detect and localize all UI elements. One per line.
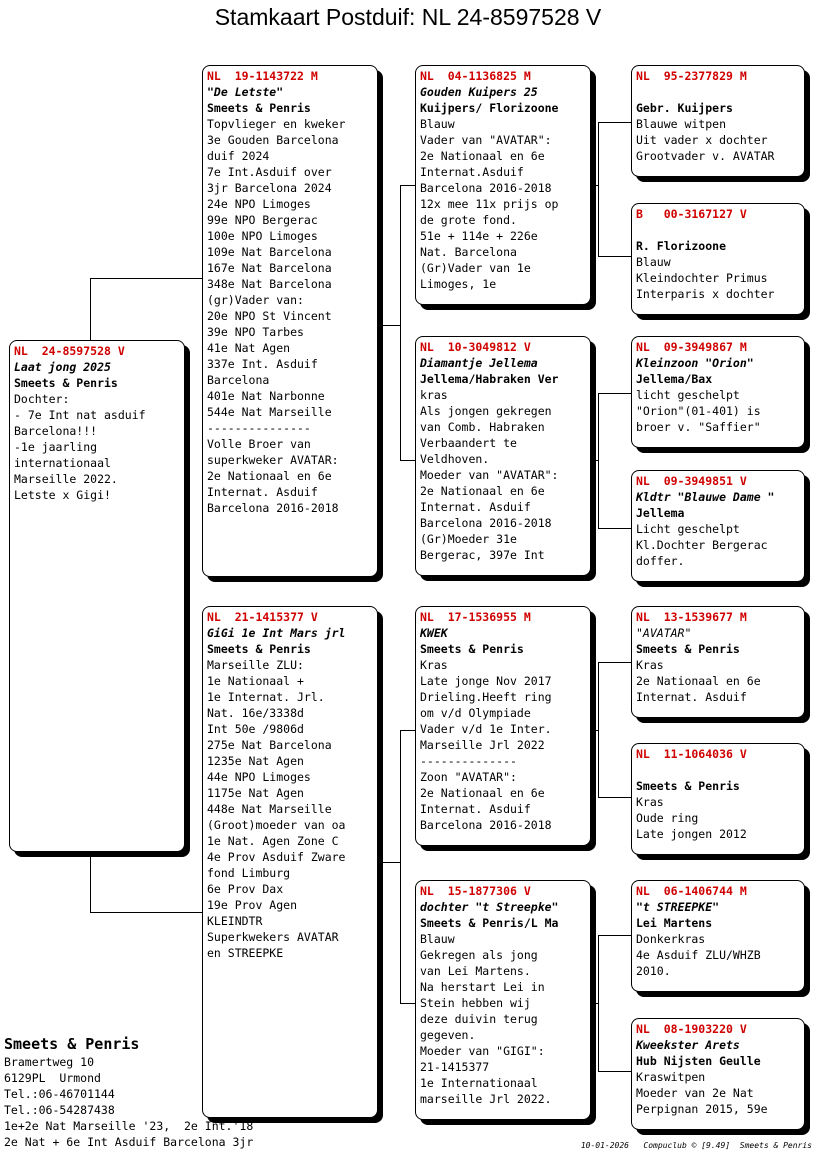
- pigeon-name: Laat jong 2025: [14, 360, 111, 374]
- pigeon-notes: licht geschelpt "Orion"(01-401) is broer v. "Saffier": [636, 388, 761, 434]
- pigeon-name: Diamantje Jellema: [420, 356, 538, 370]
- pigeon-name: GiGi 1e Int Mars jrl: [207, 626, 346, 640]
- connector-line: [598, 528, 633, 529]
- ring-number: NL 19-1143722 M: [207, 69, 318, 83]
- owner: Gebr. Kuijpers: [636, 101, 733, 115]
- breeder-phone: Tel.:06-54287438: [4, 1103, 115, 1117]
- ring-number: NL 17-1536955 M: [420, 610, 531, 624]
- pigeon-name: "AVATAR": [636, 626, 692, 640]
- pigeon-notes: Kraswitpen Moeder van 2e Nat Perpignan 2015, 59e: [636, 1070, 768, 1116]
- great-grandparent-card[interactable]: [631, 65, 805, 177]
- owner: Jellema/Habraken Ver: [420, 372, 559, 386]
- grandmother-maternal-card[interactable]: [415, 880, 591, 1120]
- pigeon-name: [636, 84, 800, 100]
- ring-number: NL 08-1903220 V: [636, 1022, 747, 1036]
- pigeon-name: Kleinzoon "Orion": [636, 356, 754, 370]
- ring-number: NL 95-2377829 M: [636, 69, 747, 83]
- pigeon-notes: kras Als jongen gekregen van Comb. Habraken Verbaandert te Veldhoven. Moeder van "AVATAR": 2e Nationaal en 6e Internat. Asduif Barcelona 2016-2018 (Gr)Moeder 31e Bergerac, 397e Int: [420, 388, 559, 562]
- owner: Smeets & Penris: [207, 101, 311, 115]
- pigeon-notes: Blauwe witpen Uit vader x dochter Grootvader v. AVATAR: [636, 117, 775, 163]
- ring-number: NL 09-3949851 V: [636, 474, 747, 488]
- breeder-achievement: 1e+2e Nat Marseille '23, 2e Int.'18: [4, 1119, 254, 1133]
- great-grandparent-card[interactable]: [631, 606, 805, 718]
- great-grandparent-card[interactable]: [631, 203, 805, 315]
- breeder-phone: Tel.:06-46701144: [4, 1087, 115, 1101]
- ring-number: NL 21-1415377 V: [207, 610, 318, 624]
- ring-number: NL 13-1539677 M: [636, 610, 747, 624]
- connector-line: [90, 278, 91, 340]
- connector-line: [90, 852, 91, 912]
- connector-line: [598, 122, 633, 123]
- owner: Smeets & Penris: [636, 642, 740, 656]
- connector-line: [598, 662, 633, 663]
- ring-number: NL 11-1064036 V: [636, 747, 747, 761]
- connector-line: [598, 256, 633, 257]
- pigeon-notes: Marseille ZLU: 1e Nationaal + 1e Internat. Jrl. Nat. 16e/3338d Int 50e /9806d 275e Nat Barcelona 1235e Nat Agen 44e NPO Limoges 1175e Nat Agen 448e Nat Marseille (Groot)moeder van oa 1e Nat. Agen Zone C 4e Prov Asduif Zware fond Limburg 6e Prov Dax 19e Prov Agen KLEINDTR Superkwekers AVATAR en STREEPKE: [207, 658, 346, 960]
- connector-line: [400, 185, 401, 461]
- breeder-postcode: 6129PL Urmond: [4, 1071, 101, 1085]
- connector-line: [598, 1071, 633, 1072]
- page-title: Stamkaart Postduif: NL 24-8597528 V: [214, 4, 602, 30]
- breeder-achievement: 2e Nat + 6e Int Asduif Barcelona 3jr: [4, 1135, 254, 1149]
- subject-card[interactable]: [9, 340, 185, 852]
- pigeon-notes: Licht geschelpt Kl.Dochter Bergerac doffer.: [636, 522, 768, 568]
- ring-number: NL 15-1877306 V: [420, 884, 531, 898]
- pigeon-name: [636, 222, 800, 238]
- connector-line: [598, 393, 633, 394]
- owner: Smeets & Penris: [207, 642, 311, 656]
- pigeon-notes: Donkerkras 4e Asduif ZLU/WHZB 2010.: [636, 932, 761, 978]
- owner: Kuijpers/ Florizoone: [420, 101, 559, 115]
- pigeon-name: KWEK: [420, 626, 448, 640]
- connector-line: [598, 122, 599, 256]
- ring-number: NL 06-1406744 M: [636, 884, 747, 898]
- print-stamp: 10-01-2026 Compuclub © [9.49] Smeets & Penris: [580, 1141, 812, 1150]
- grandmother-paternal-card[interactable]: [415, 336, 591, 576]
- pigeon-name: "De Letste": [207, 85, 284, 99]
- connector-line: [598, 935, 633, 936]
- owner: Smeets & Penris/L Ma: [420, 916, 559, 930]
- pigeon-name: dochter "t Streepke": [420, 900, 559, 914]
- connector-line: [90, 912, 204, 913]
- great-grandparent-card[interactable]: [631, 470, 805, 582]
- pigeon-notes: Blauw Kleindochter Primus Interparis x dochter: [636, 255, 775, 301]
- great-grandparent-card[interactable]: [631, 880, 805, 992]
- owner: Smeets & Penris: [636, 779, 740, 793]
- great-grandparent-card[interactable]: [631, 743, 805, 855]
- connector-line: [598, 935, 599, 1071]
- ring-number: NL 24-8597528 V: [14, 344, 125, 358]
- owner: Smeets & Penris: [14, 376, 118, 390]
- pigeon-notes: Blauw Gekregen als jong van Lei Martens. Na herstart Lei in Stein hebben wij deze duivin terug gegeven. Moeder van "GIGI": 21-1415377 1e Internationaal marseille Jrl 2022.: [420, 932, 552, 1106]
- breeder-info: [4, 1034, 253, 1150]
- owner: R. Florizoone: [636, 239, 727, 253]
- ring-number: NL 10-3049812 V: [420, 340, 531, 354]
- pigeon-notes: Kras 2e Nationaal en 6e Internat. Asduif: [636, 658, 761, 704]
- connector-line: [376, 325, 400, 326]
- pigeon-name: Kldtr "Blauwe Dame ": [636, 490, 775, 504]
- owner: Hub Nijsten Geulle: [636, 1054, 761, 1068]
- connector-line: [376, 862, 400, 863]
- grandfather-paternal-card[interactable]: [415, 65, 591, 305]
- ring-number: NL 04-1136825 M: [420, 69, 531, 83]
- connector-line: [90, 278, 204, 279]
- pigeon-notes: Kras Oude ring Late jongen 2012: [636, 795, 747, 841]
- father-card[interactable]: [202, 65, 378, 577]
- connector-line: [598, 797, 633, 798]
- pigeon-notes: Kras Late jonge Nov 2017 Drieling.Heeft ring om v/d Olympiade Vader v/d 1e Inter. Marseille Jrl 2022 -------------- Zoon "AVATAR": 2e Nationaal en 6e Internat. Asduif Barcelona 2016-2018: [420, 658, 552, 832]
- pigeon-notes: Dochter: - 7e Int nat asduif Barcelona!!! -1e jaarling internationaal Marseille 2022. Letste x Gigi!: [14, 392, 146, 502]
- great-grandparent-card[interactable]: [631, 336, 805, 448]
- owner: Smeets & Penris: [420, 642, 524, 656]
- pigeon-notes: Topvlieger en kweker 3e Gouden Barcelona duif 2024 7e Int.Asduif over 3jr Barcelona 2024 24e NPO Limoges 99e NPO Bergerac 100e NPO Limoges 109e Nat Barcelona 167e Nat Barcelona 348e Nat Barcelona (gr)Vader van: 20e NPO St Vincent 39e NPO Tarbes 41e Nat Agen 337e Int. Asduif Barcelona 401e Nat Narbonne 544e Nat Marseille --------------- Volle Broer van superkweker AVATAR: 2e Nationaal en 6e Internat. Asduif Barcelona 2016-2018: [207, 117, 346, 515]
- ring-number: B 00-3167127 V: [636, 207, 747, 221]
- grandfather-maternal-card[interactable]: [415, 606, 591, 846]
- owner: Jellema: [636, 506, 685, 520]
- pigeon-notes: Blauw Vader van "AVATAR": 2e Nationaal en 6e Internat.Asduif Barcelona 2016-2018 12x mee 11x prijs op de grote fond. 51e + 114e + 226e Nat. Barcelona (Gr)Vader van 1e Limoges, 1e: [420, 117, 559, 291]
- connector-line: [598, 662, 599, 797]
- pigeon-name: Kweekster Arets: [636, 1038, 740, 1052]
- owner: Jellema/Bax: [636, 372, 713, 386]
- breeder-name: Smeets & Penris: [4, 1035, 140, 1053]
- pigeon-name: Gouden Kuipers 25: [420, 85, 538, 99]
- breeder-address: Bramertweg 10: [4, 1055, 95, 1069]
- connector-line: [598, 393, 599, 528]
- pigeon-name: [636, 762, 800, 778]
- connector-line: [400, 730, 401, 1003]
- pigeon-name: "t STREEPKE": [636, 900, 720, 914]
- great-grandparent-card[interactable]: [631, 1018, 805, 1130]
- owner: Lei Martens: [636, 916, 713, 930]
- ring-number: NL 09-3949867 M: [636, 340, 747, 354]
